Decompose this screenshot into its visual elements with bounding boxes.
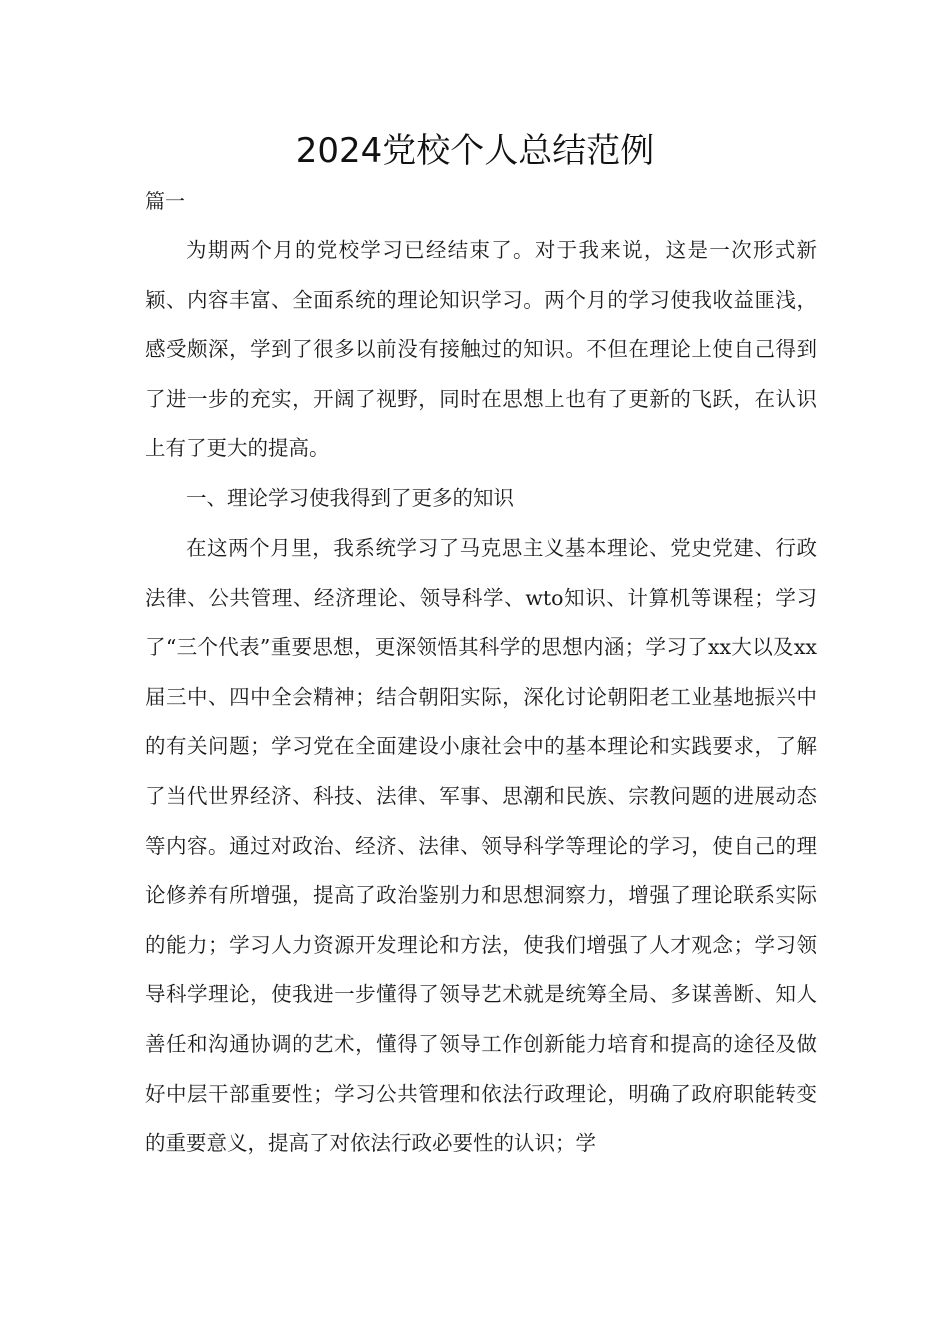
paragraph-intro: 为期两个月的党校学习已经结束了。对于我来说，这是一次形式新颖、内容丰富、全面系统的理论知识学习。两个月的学习使我收益匪浅，感受颇深，学到了很多以前没有接触过的知识。不但在理论上使自己得到了进一步的充实，开阔了视野，同时在思想上也有了更新的飞跃，在认识上有了更大的提高。 <box>145 238 817 461</box>
section-label: 篇一 <box>145 189 185 213</box>
section-heading: 一、理论学习使我得到了更多的知识 <box>186 486 514 510</box>
paragraph-theory-study: 在这两个月里，我系统学习了马克思主义基本理论、党史党建、行政法律、公共管理、经济理论、领导科学、wto知识、计算机等课程；学习了“三个代表”重要思想，更深领悟其科学的思想内涵；学习了xx大以及xx届三中、四中全会精神；结合朝阳实际，深化讨论朝阳老工业基地振兴中的有关问题；学习党在全面建设小康社会中的基本理论和实践要求，了解了当代世界经济、科技、法律、军事、思潮和民族、宗教问题的进展动态等内容。通过对政治、经济、法律、领导科学等理论的学习，使自己的理论修养有所增强，提高了政治鉴别力和思想洞察力，增强了理论联系实际的能力；学习人力资源开发理论和方法，使我们增强了人才观念；学习领导科学理论，使我进一步懂得了领导艺术就是统筹全局、多谋善断、知人善任和沟通协调的艺术，懂得了领导工作创新能力培育和提高的途径及做好中层干部重要性；学习公共管理和依法行政理论，明确了政府职能转变的重要意义，提高了对依法行政必要性的认识；学 <box>145 536 817 1156</box>
document-title: 2024党校个人总结范例 <box>295 131 655 171</box>
